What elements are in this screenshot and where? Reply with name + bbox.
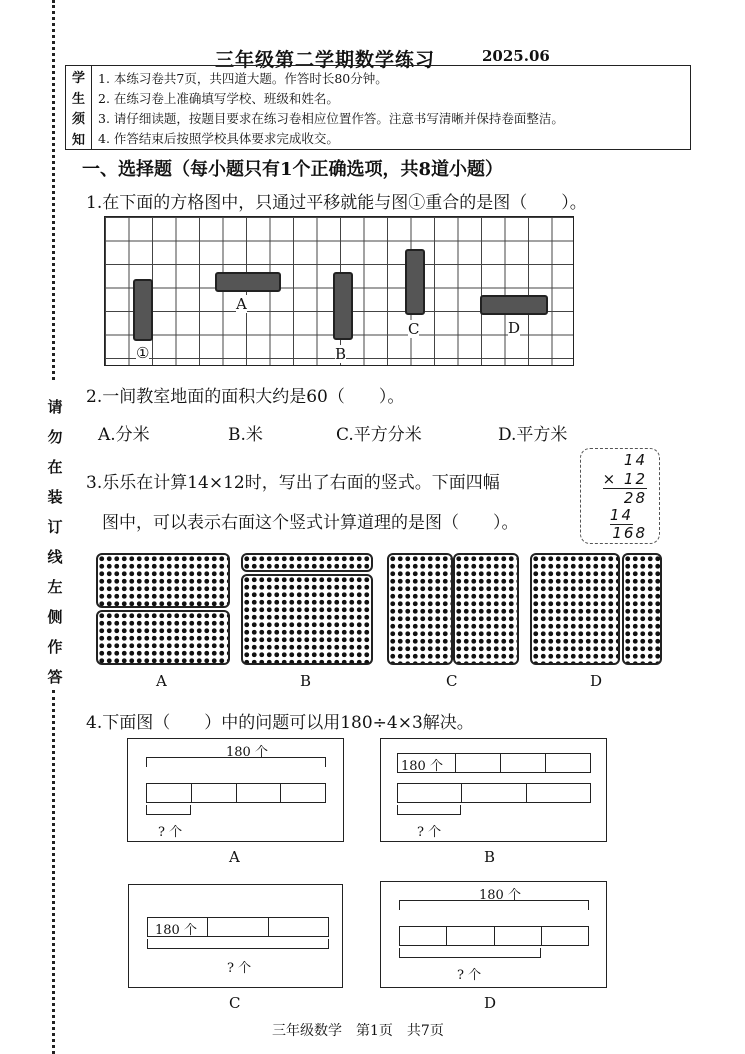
vertical-calculation — [580, 448, 660, 544]
diagram-b-bar-bottom — [397, 783, 591, 803]
calc-multiplicand: 14 — [623, 451, 647, 469]
option-2c: C.平方分米 — [336, 425, 422, 445]
question-2: 2.一间教室地面的面积大约是60（ ）。 — [86, 387, 405, 407]
question-1: 1.在下面的方格图中，只通过平移就能与图①重合的是图（ ）。 — [86, 193, 587, 213]
binding-text-5: 订 — [47, 518, 63, 536]
question-4: 4.下面图（ ）中的问题可以用180÷4×3解决。 — [86, 713, 474, 733]
square-grid — [104, 216, 574, 366]
question-3-line-1: 3.乐乐在计算14×12时，写出了右面的竖式。下面四幅 — [86, 473, 500, 493]
diagram-d-total: 180 个 — [479, 888, 521, 903]
page-footer: 三年级数学 第1页 共7页 — [272, 1023, 444, 1039]
diagram-label-d: D — [484, 994, 497, 1012]
calc-product: 168 — [612, 524, 647, 542]
notice-line-3: 3. 请仔细读题，按题目要求在练习卷相应位置作答。注意书写清晰并保持卷面整洁。 — [98, 111, 564, 126]
dot-label-c: C — [446, 672, 458, 690]
notice-line-4: 4. 作答结束后按照学校具体要求完成收交。 — [98, 131, 339, 146]
diagram-c-total: 180 个 — [155, 923, 197, 938]
diagram-d-top-brace — [399, 900, 589, 910]
calc-partial-2: 14 — [609, 506, 633, 524]
pencil-figure-b — [333, 272, 353, 340]
dot-label-d: D — [590, 672, 603, 690]
diagram-d-bar — [399, 926, 589, 946]
figure-label-b: B — [335, 345, 347, 363]
diagram-a-bar — [146, 783, 326, 803]
diagram-a-top-brace — [146, 757, 326, 767]
student-notice-box — [65, 65, 691, 150]
calc-partial-1: 28 — [623, 489, 647, 507]
diagram-d-bottom-brace — [399, 948, 541, 958]
dot-array-a-bottom — [96, 610, 230, 665]
section-heading: 一、选择题（每小题只有1个正确选项，共8道小题） — [82, 159, 504, 180]
dot-array-c-left — [387, 553, 453, 665]
binding-text-2: 勿 — [47, 428, 63, 446]
binding-dots-bottom — [52, 690, 55, 1054]
dot-array-d-right — [622, 553, 662, 665]
diagram-b-unknown: ? 个 — [417, 825, 442, 840]
diagram-d-unknown: ? 个 — [457, 968, 482, 983]
diagram-c-bottom-brace — [147, 939, 329, 949]
binding-text-6: 线 — [47, 548, 63, 566]
page-title: 三年级第二学期数学练习 — [215, 49, 436, 71]
figure-label-a: A — [236, 295, 247, 313]
diagram-c-unknown: ? 个 — [227, 961, 252, 976]
diagram-label-b: B — [484, 848, 496, 866]
diagram-label-c: C — [229, 994, 241, 1012]
binding-text-10: 答 — [47, 668, 63, 686]
diagram-d — [380, 881, 607, 988]
option-2b: B.米 — [228, 425, 263, 445]
diagram-b-total: 180 个 — [401, 759, 443, 774]
diagram-a — [127, 738, 344, 842]
pencil-figure-1 — [133, 279, 153, 341]
figure-label-c: C — [408, 320, 420, 338]
dot-array-a-top — [96, 553, 230, 608]
diagram-c — [128, 884, 343, 988]
calc-multiplier: × 12 — [602, 470, 647, 488]
diagram-b — [380, 738, 607, 842]
notice-line-1: 1. 本练习卷共7页，共四道大题。作答时长80分钟。 — [98, 71, 388, 86]
diagram-b-bottom-brace — [397, 805, 461, 815]
dot-array-b-top — [241, 553, 373, 572]
diagram-a-total: 180 个 — [226, 745, 268, 760]
dot-label-a: A — [156, 672, 167, 690]
binding-dots-top — [52, 0, 55, 380]
binding-text-1: 请 — [47, 398, 63, 416]
figure-label-1: ① — [136, 344, 150, 362]
diagram-label-a: A — [229, 848, 240, 866]
binding-text-7: 左 — [47, 578, 63, 596]
question-3-line-2: 图中，可以表示右面这个竖式计算道理的是图（ ）。 — [102, 513, 519, 533]
figure-label-d: D — [508, 319, 521, 337]
notice-line-2: 2. 在练习卷上准确填写学校、班级和姓名。 — [98, 91, 339, 106]
option-2a: A.分米 — [98, 425, 150, 445]
dot-label-b: B — [300, 672, 312, 690]
pencil-figure-a — [215, 272, 281, 292]
diagram-a-bottom-brace — [146, 805, 191, 815]
binding-text-3: 在 — [47, 458, 63, 476]
dot-array-c-right — [453, 553, 519, 665]
dot-array-d-left — [530, 553, 620, 665]
binding-text-8: 侧 — [47, 608, 63, 626]
diagram-a-unknown: ? 个 — [158, 825, 183, 840]
option-2d: D.平方米 — [498, 425, 568, 445]
notice-label: 学 生 须 知 — [66, 66, 92, 149]
page-date: 2025.06 — [482, 47, 550, 65]
pencil-figure-c — [405, 249, 425, 315]
dot-array-b-bottom — [241, 574, 373, 665]
binding-text-9: 作 — [47, 638, 63, 656]
pencil-figure-d — [480, 295, 548, 315]
binding-text-4: 装 — [47, 488, 63, 506]
